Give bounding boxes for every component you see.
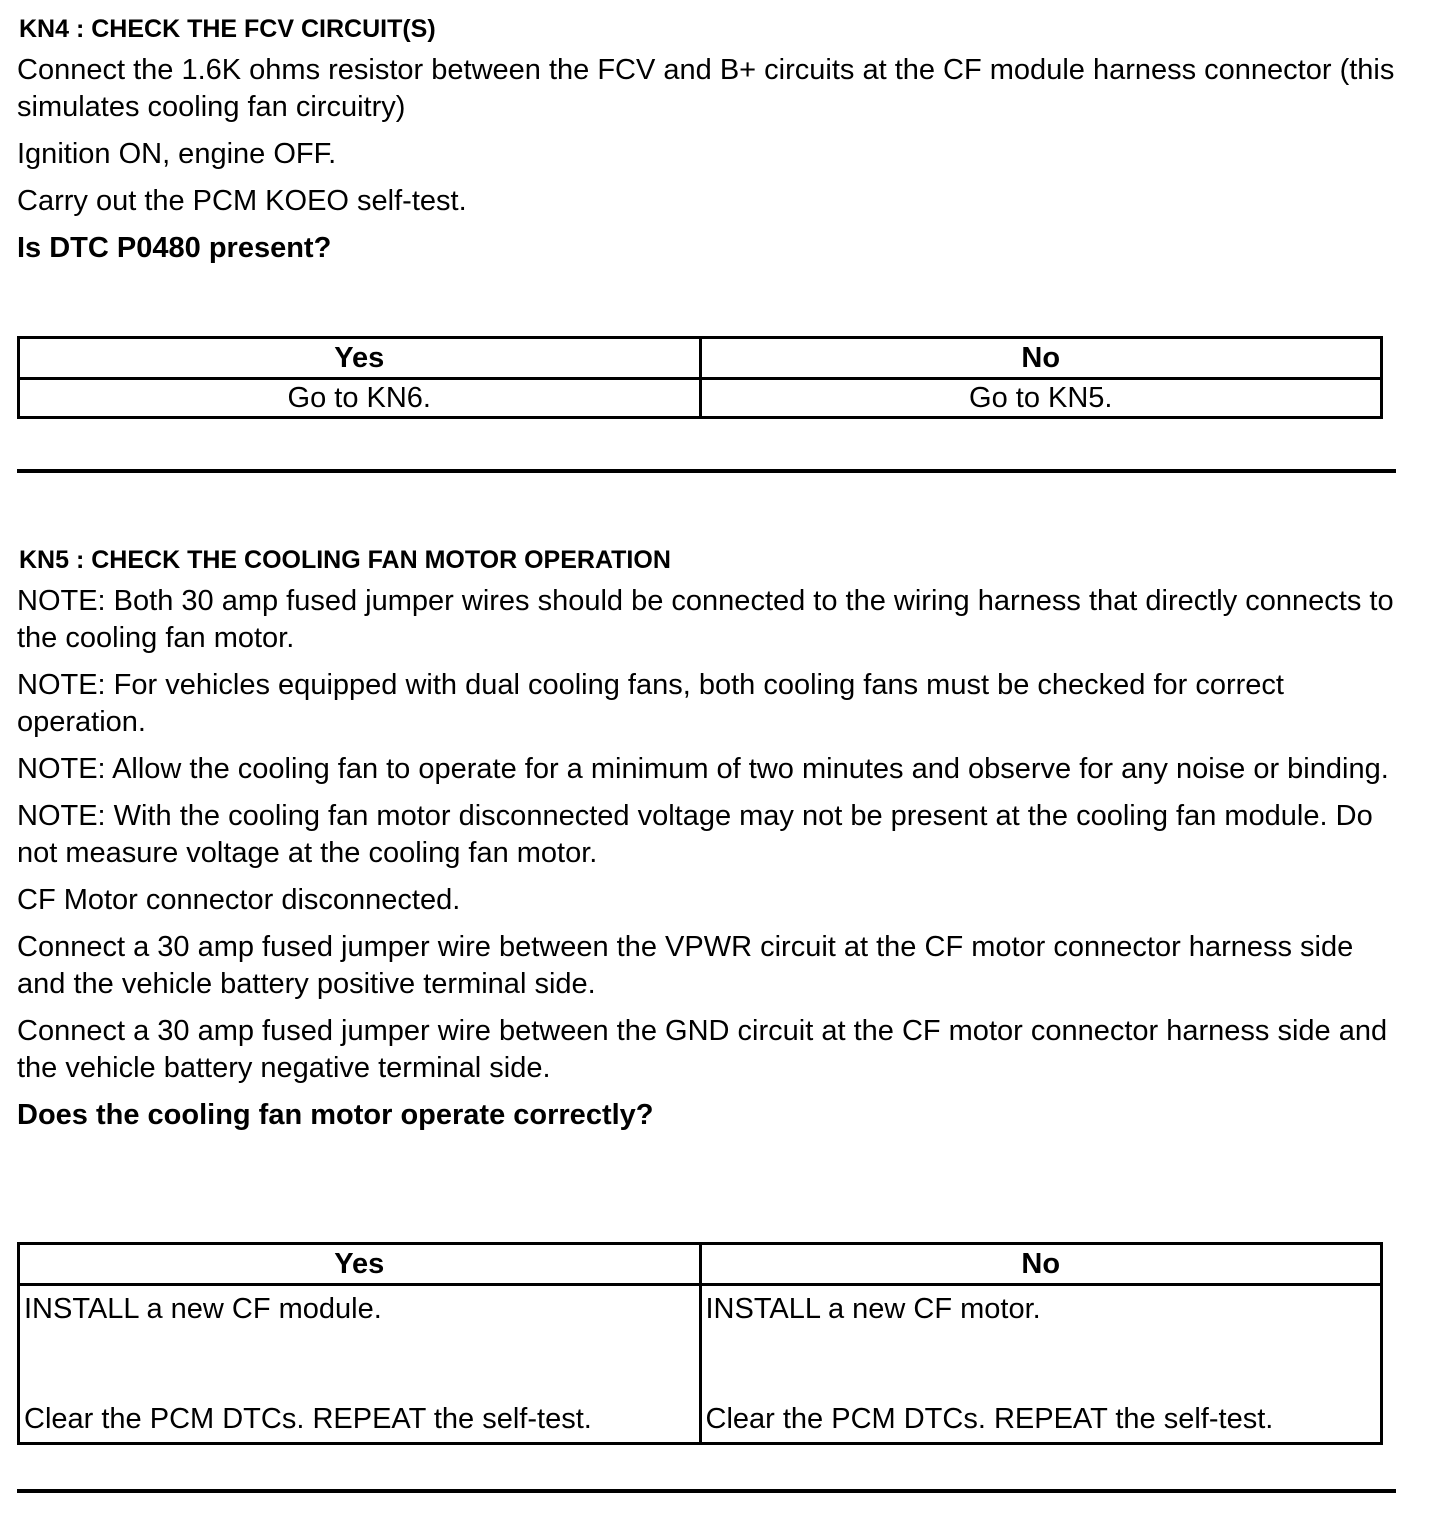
kn5-yes-header: Yes xyxy=(19,1244,701,1285)
table-header-row xyxy=(19,1244,1382,1285)
kn5-note-1: NOTE: Both 30 amp fused jumper wires should be connected to the wiring harness that directly connects to the cooling fan motor. xyxy=(17,585,1394,654)
kn5-yes-action-2: Clear the PCM DTCs. REPEAT the self-test. xyxy=(24,1403,592,1435)
kn5-yes-action-1: INSTALL a new CF module. xyxy=(24,1293,382,1325)
kn5-no-header: No xyxy=(700,1244,1382,1285)
kn4-yes-header: Yes xyxy=(19,338,701,379)
kn4-step-1: Connect the 1.6K ohms resistor between the FCV and B+ circuits at the CF module harness connector (this simulates cooling fan circuitry) xyxy=(17,54,1395,123)
kn4-result-table xyxy=(17,336,1383,419)
kn5-step-2: Connect a 30 amp fused jumper wire between the VPWR circuit at the CF motor connector harness side and the vehicle battery positive terminal side. xyxy=(17,931,1354,1000)
kn5-note-3: NOTE: Allow the cooling fan to operate for a minimum of two minutes and observe for any noise or binding. xyxy=(17,753,1389,785)
kn4-step-2: Ignition ON, engine OFF. xyxy=(17,138,337,170)
kn5-note-4: NOTE: With the cooling fan motor disconnected voltage may not be present at the cooling fan module. Do not measure voltage at the cooling fan motor. xyxy=(17,800,1373,869)
kn4-section xyxy=(17,14,1397,277)
kn4-question: Is DTC P0480 present? xyxy=(17,232,332,264)
table-row xyxy=(19,379,1382,418)
kn4-no-action: Go to KN5. xyxy=(700,379,1382,418)
kn5-step-3: Connect a 30 amp fused jumper wire between the GND circuit at the CF motor connector harness side and the vehicle battery negative terminal side. xyxy=(17,1015,1388,1084)
kn4-no-header: No xyxy=(700,338,1382,379)
section-divider xyxy=(17,469,1396,473)
kn5-no-action-1: INSTALL a new CF motor. xyxy=(705,1293,1041,1325)
kn4-heading: KN4 : CHECK THE FCV CIRCUIT(S) xyxy=(19,15,436,43)
kn5-no-cell xyxy=(700,1285,1382,1444)
kn5-section xyxy=(17,545,1397,1144)
kn5-no-action-2: Clear the PCM DTCs. REPEAT the self-test. xyxy=(705,1403,1274,1435)
kn5-yes-cell xyxy=(19,1285,701,1444)
kn5-note-2: NOTE: For vehicles equipped with dual cooling fans, both cooling fans must be checked for correct operation. xyxy=(17,669,1284,738)
kn4-yes-action: Go to KN6. xyxy=(19,379,701,418)
kn5-result-table xyxy=(17,1242,1383,1445)
kn5-step-1: CF Motor connector disconnected. xyxy=(17,884,461,916)
kn5-heading: KN5 : CHECK THE COOLING FAN MOTOR OPERATION xyxy=(19,546,671,574)
table-header-row xyxy=(19,338,1382,379)
kn5-question: Does the cooling fan motor operate correctly? xyxy=(17,1099,654,1131)
table-row xyxy=(19,1285,1382,1444)
kn4-step-3: Carry out the PCM KOEO self-test. xyxy=(17,185,467,217)
section-divider xyxy=(17,1489,1396,1493)
